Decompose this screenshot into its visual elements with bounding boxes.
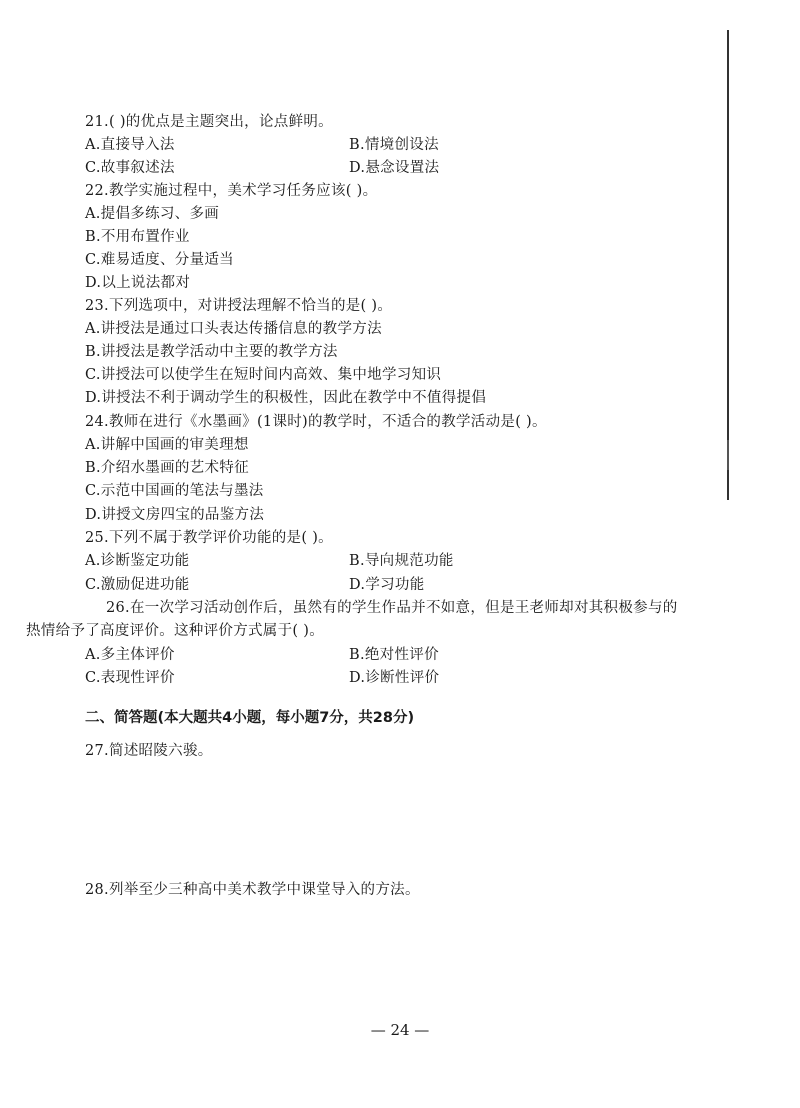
q22-option-b: B.不用布置作业: [85, 229, 190, 245]
q24-stem: 24.教师在进行《水墨画》(1课时)的教学时，不适合的教学活动是( )。: [85, 414, 547, 430]
q27-stem: 27.简述昭陵六骏。: [85, 743, 213, 759]
q25-option-b: B.导向规范功能: [349, 553, 454, 569]
q23-option-b: B.讲授法是教学活动中主要的教学方法: [85, 344, 338, 360]
q21-option-d: D.悬念设置法: [349, 160, 440, 176]
q26-option-a: A.多主体评价: [85, 647, 175, 663]
q25-option-c: C.激励促进功能: [85, 577, 190, 593]
q26-stem-line2: 热情给予了高度评价。这种评价方式属于( )。: [26, 623, 325, 639]
q23-option-c: C.讲授法可以使学生在短时间内高效、集中地学习知识: [85, 367, 442, 383]
q25-option-a: A.诊断鉴定功能: [85, 553, 190, 569]
section-2-title: 二、简答题(本大题共4小题，每小题7分，共28分): [85, 710, 415, 726]
q24-option-d: D.讲授文房四宝的品鉴方法: [85, 507, 265, 523]
q23-option-a: A.讲授法是通过口头表达传播信息的教学方法: [85, 321, 382, 337]
q21-option-a: A.直接导入法: [85, 137, 175, 153]
q25-stem: 25.下列不属于教学评价功能的是( )。: [85, 530, 333, 546]
q26-option-b: B.绝对性评价: [349, 647, 439, 663]
q26-stem-line1: 26.在一次学习活动创作后，虽然有的学生作品并不如意，但是王老师却对其积极参与的: [106, 600, 678, 616]
q22-stem: 22.教学实施过程中，美术学习任务应该( )。: [85, 183, 378, 199]
q23-option-d: D.讲授法不利于调动学生的积极性，因此在教学中不值得提倡: [85, 390, 487, 406]
q21-option-b: B.情境创设法: [349, 137, 439, 153]
q21-stem: 21.( )的优点是主题突出，论点鲜明。: [85, 114, 333, 130]
q22-option-c: C.难易适度、分量适当: [85, 252, 234, 268]
q24-option-a: A.讲解中国画的审美理想: [85, 437, 249, 453]
q24-option-b: B.介绍水墨画的艺术特征: [85, 460, 249, 476]
q23-stem: 23.下列选项中，对讲授法理解不恰当的是( )。: [85, 298, 393, 314]
q22-option-a: A.提倡多练习、多画: [85, 206, 220, 222]
page-edge-tick: [727, 440, 729, 470]
page-number: — 24 —: [370, 1021, 430, 1039]
q22-option-d: D.以上说法都对: [85, 275, 191, 291]
q26-option-d: D.诊断性评价: [349, 670, 440, 686]
q26-option-c: C.表现性评价: [85, 670, 175, 686]
q28-stem: 28.列举至少三种高中美术教学中课堂导入的方法。: [85, 882, 420, 898]
page-edge-line: [727, 30, 729, 500]
q21-option-c: C.故事叙述法: [85, 160, 175, 176]
q24-option-c: C.示范中国画的笔法与墨法: [85, 483, 264, 499]
q25-option-d: D.学习功能: [349, 577, 425, 593]
